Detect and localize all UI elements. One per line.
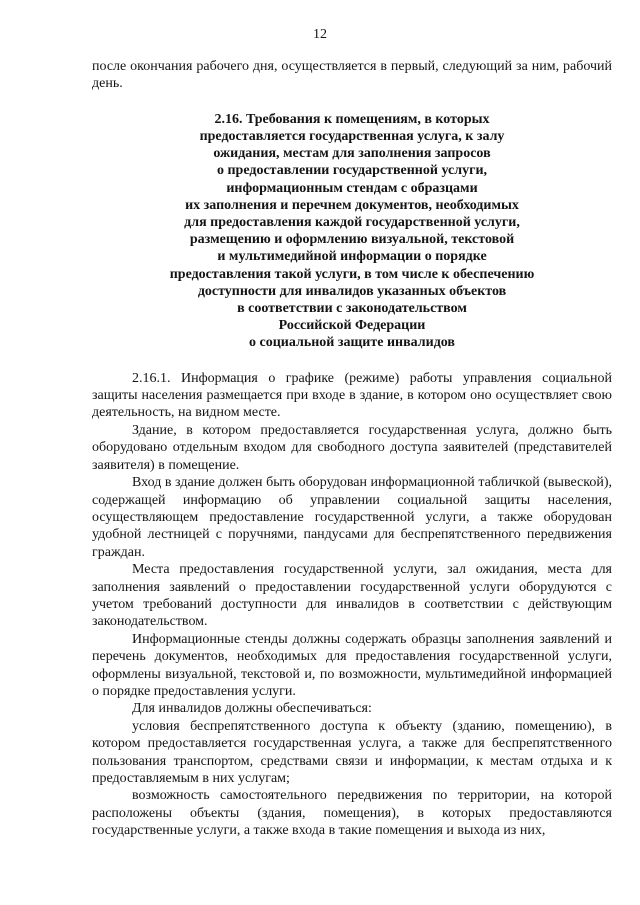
paragraph: 2.16.1. Информация о графике (режиме) работы управления социальной защиты населения размещается при входе в здание, в котором оно осуществляет свою деятельность, на видном месте. (92, 370, 612, 421)
intro-paragraph: после окончания рабочего дня, осуществляется в первый, следующий за ним, рабочий день. (92, 59, 612, 92)
paragraph: Для инвалидов должны обеспечиваться: (132, 701, 372, 717)
document-body (92, 58, 612, 840)
paragraph: Вход в здание должен быть оборудован информационной табличкой (вывеской), содержащей информацию об управлении социальной защиты населения, осуществляющем предоставление государственной услуги, а также оборудован удобной лестницей с поручнями, пандусами для беспрепятственного передвижения граждан. (92, 475, 612, 560)
heading-line: для предоставления каждой государственной услуги, (184, 215, 520, 231)
heading-line: Российской Федерации (278, 318, 426, 334)
heading-line: доступности для инвалидов указанных объектов (197, 283, 507, 299)
heading-line: предоставляется государственная услуга, к залу (199, 129, 505, 145)
section-heading (92, 111, 612, 352)
heading-line: предоставления такой услуги, в том числе к обеспечению (169, 266, 535, 282)
paragraph: Здание, в котором предоставляется государственная услуга, должно быть оборудовано отдельным входом для свободного доступа заявителей (представителей заявителя) в помещение. (92, 422, 612, 473)
heading-line: информационным стендам с образцами (226, 180, 478, 196)
page-number: 12 (313, 27, 327, 42)
heading-line: 2.16. Требования к помещениям, в которых (214, 111, 490, 127)
paragraph: Места предоставления государственной услуги, зал ожидания, места для заполнения заявлений о предоставлении государственной услуги оборудуются с учетом требований доступности для инвалидов в соответствии с действующим законодательством. (92, 562, 612, 630)
paragraph: возможность самостоятельного передвижения по территории, на которой расположены объекты (здания, помещения), в которых предоставляются государственные услуги, а также входа в такие помещения и выхода из них, (92, 788, 612, 839)
heading-line: размещению и оформлению визуальной, текстовой (189, 232, 515, 248)
heading-line: ожидания, местам для заполнения запросов (213, 146, 491, 162)
heading-line: их заполнения и перечнем документов, необходимых (185, 197, 519, 213)
heading-line: о социальной защите инвалидов (249, 335, 455, 351)
heading-line: о предоставлении государственной услуги, (216, 163, 488, 179)
paragraph: условия беспрепятственного доступа к объекту (зданию, помещению), в котором предоставляется государственная услуга, а также для беспрепятственного пользования транспортом, средствами связи и информации, к местам отдыха и к предоставляемым в них услугам; (92, 718, 612, 786)
heading-line: в соответствии с законодательством (237, 301, 467, 317)
heading-line: и мультимедийной информации о порядке (217, 249, 487, 265)
paragraph: Информационные стенды должны содержать образцы заполнения заявлений и перечень документов, необходимых для предоставления государственной услуги, оформлены визуальной, текстовой и, по возможности, мультимедийной информацией о порядке предоставления услуги. (92, 631, 612, 699)
